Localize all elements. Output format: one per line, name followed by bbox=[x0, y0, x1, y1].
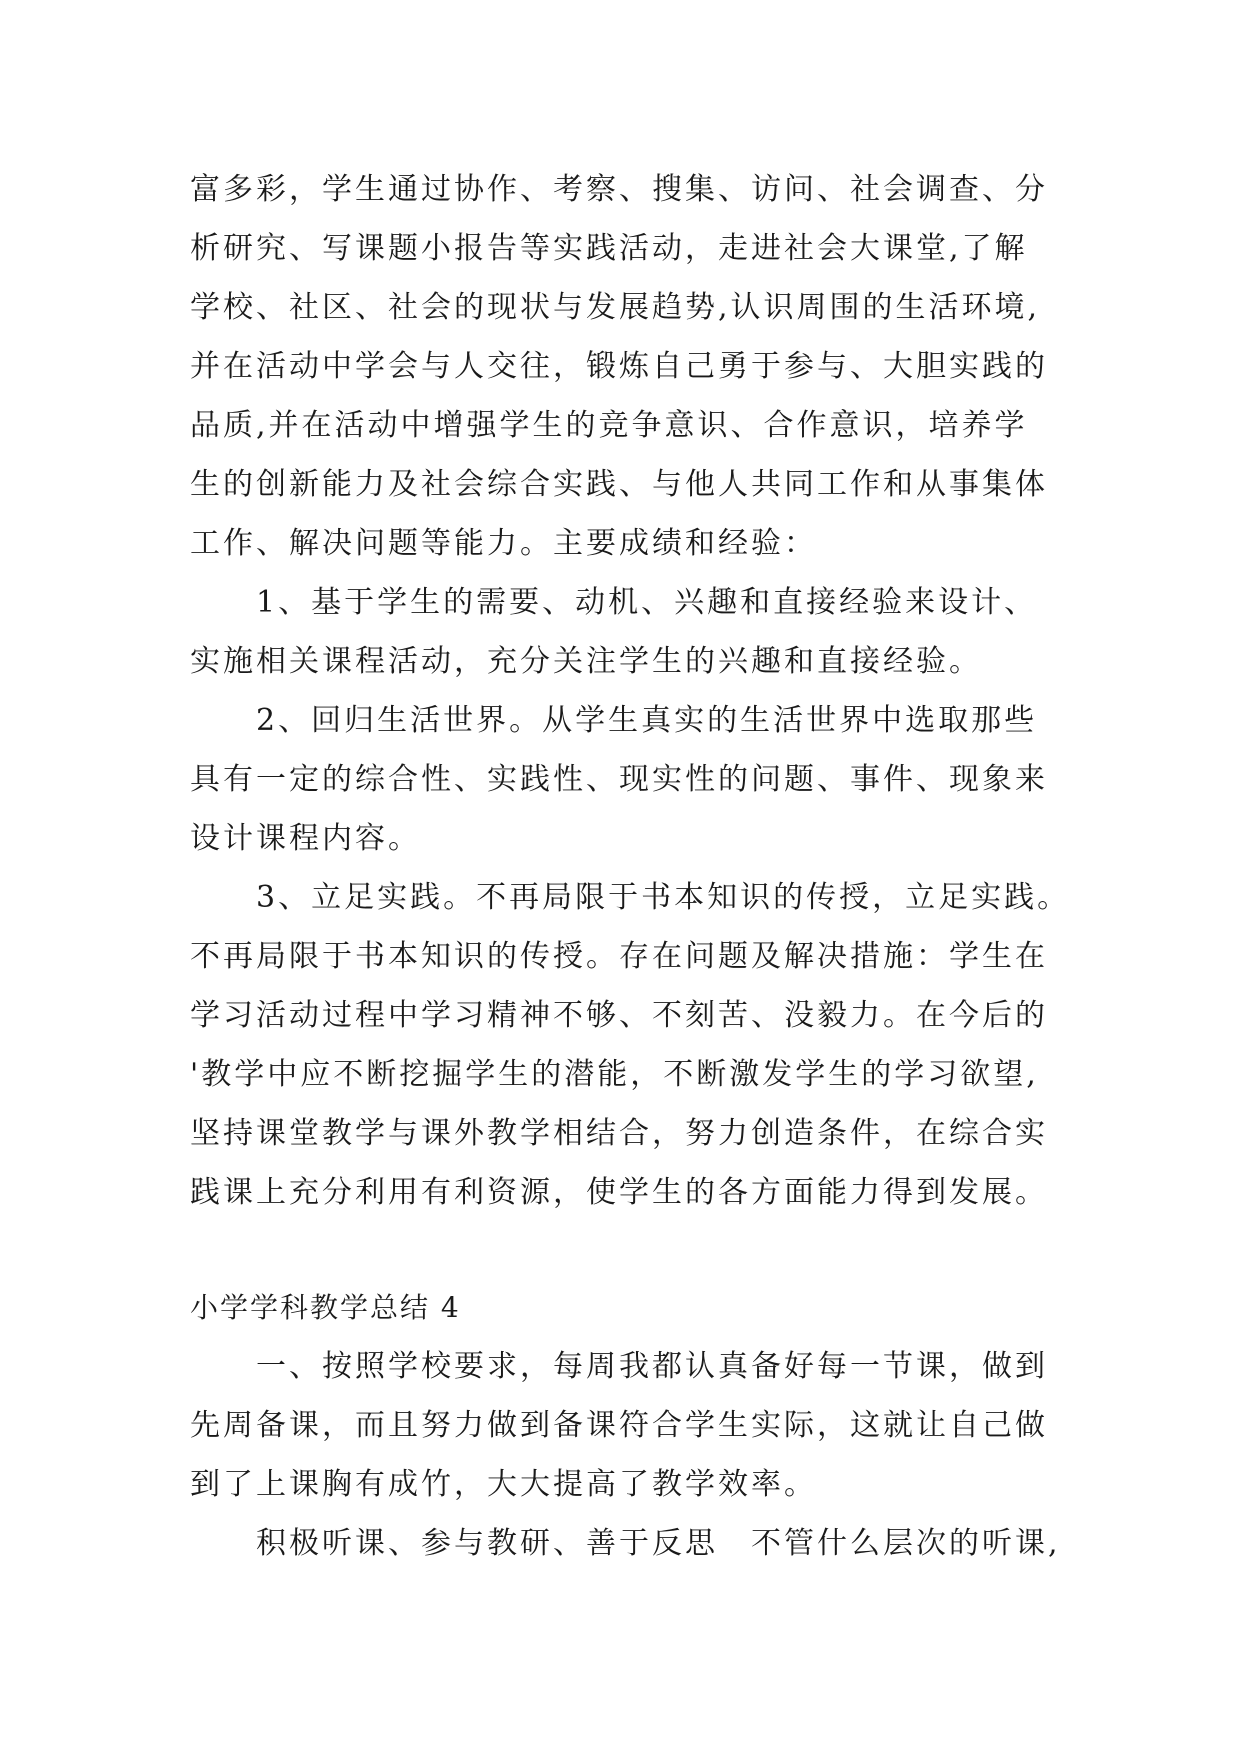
text-line: 富多彩，学生通过协作、考察、搜集、访问、社会调查、分 bbox=[190, 172, 1048, 207]
text-line: 到了上课胸有成竹，大大提高了教学效率。 bbox=[190, 1467, 817, 1502]
text-line: 生的创新能力及社会综合实践、与他人共同工作和从事集体 bbox=[190, 467, 1048, 502]
text-line: 具有一定的综合性、实践性、现实性的问题、事件、现象来 bbox=[190, 762, 1048, 797]
section-spacer bbox=[190, 1222, 1070, 1278]
text-line: 实施相关课程活动，充分关注学生的兴趣和直接经验。 bbox=[190, 644, 982, 679]
section-body-text bbox=[190, 1337, 1070, 1573]
text-line: 析研究、写课题小报告等实践活动，走进社会大课堂,了解 bbox=[190, 231, 1028, 266]
text-line: 设计课程内容。 bbox=[190, 821, 421, 856]
text-line: 并在活动中学会与人交往，锻炼自己勇于参与、大胆实践的 bbox=[190, 349, 1048, 384]
text-line: 品质,并在活动中增强学生的竞争意识、合作意识，培养学 bbox=[190, 408, 1028, 443]
text-line: 学校、社区、社会的现状与发展趋势,认识周围的生活环境, bbox=[190, 290, 1041, 325]
text-line: 不再局限于书本知识的传授。存在问题及解决措施：学生在 bbox=[190, 939, 1048, 974]
text-line: 积极听课、参与教研、善于反思 不管什么层次的听课, bbox=[190, 1526, 1061, 1561]
text-line: 1、基于学生的需要、动机、兴趣和直接经验来设计、 bbox=[190, 585, 1038, 620]
text-line: 工作、解决问题等能力。主要成绩和经验： bbox=[190, 526, 817, 561]
document-page bbox=[190, 160, 1070, 1573]
body-text bbox=[190, 160, 1070, 1222]
text-line: 践课上充分利用有利资源，使学生的各方面能力得到发展。 bbox=[190, 1175, 1048, 1210]
section-heading: 小学学科教学总结 4 bbox=[190, 1291, 461, 1324]
text-line: 2、回归生活世界。从学生真实的生活世界中选取那些 bbox=[190, 703, 1038, 738]
text-line: 坚持课堂教学与课外教学相结合，努力创造条件，在综合实 bbox=[190, 1116, 1048, 1151]
text-line: 先周备课，而且努力做到备课符合学生实际，这就让自己做 bbox=[190, 1408, 1048, 1443]
text-line: 一、按照学校要求，每周我都认真备好每一节课，做到 bbox=[190, 1349, 1048, 1384]
text-line: 学习活动过程中学习精神不够、不刻苦、没毅力。在今后的 bbox=[190, 998, 1048, 1033]
text-line: 3、立足实践。不再局限于书本知识的传授，立足实践。 bbox=[190, 880, 1071, 915]
text-line: '教学中应不断挖掘学生的潜能，不断激发学生的学习欲望, bbox=[190, 1057, 1039, 1092]
